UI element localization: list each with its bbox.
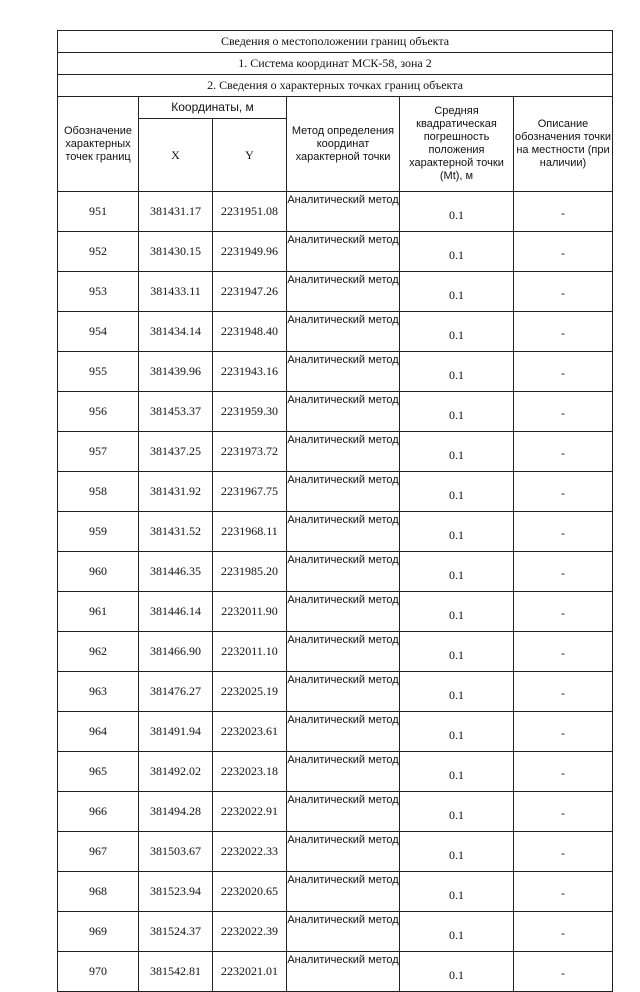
mt-cell: 0.1 xyxy=(400,392,514,432)
y-cell: 2232023.61 xyxy=(213,712,287,752)
x-cell: 381431.52 xyxy=(139,512,213,552)
y-cell: 2232022.39 xyxy=(213,912,287,952)
x-cell: 381524.37 xyxy=(139,912,213,952)
table-row xyxy=(58,472,613,512)
table-row xyxy=(58,952,613,992)
table-row xyxy=(58,752,613,792)
description-cell: - xyxy=(514,272,613,312)
point-cell: 957 xyxy=(58,432,139,472)
points-section-heading: 2. Сведения о характерных точках границ объекта xyxy=(58,75,613,97)
table-row xyxy=(58,912,613,952)
point-cell: 961 xyxy=(58,592,139,632)
table-body xyxy=(58,31,613,992)
mt-cell: 0.1 xyxy=(400,872,514,912)
mt-cell: 0.1 xyxy=(400,632,514,672)
header-y: Y xyxy=(213,119,287,192)
table-row xyxy=(58,312,613,352)
point-cell: 959 xyxy=(58,512,139,552)
x-cell: 381433.11 xyxy=(139,272,213,312)
description-cell: - xyxy=(514,472,613,512)
x-cell: 381492.02 xyxy=(139,752,213,792)
x-cell: 381523.94 xyxy=(139,872,213,912)
section2-row xyxy=(58,75,613,97)
y-cell: 2232023.18 xyxy=(213,752,287,792)
mt-cell: 0.1 xyxy=(400,792,514,832)
header-method: Метод определения координат характерной точки xyxy=(287,97,400,192)
table-row xyxy=(58,672,613,712)
y-cell: 2232025.19 xyxy=(213,672,287,712)
header-x: X xyxy=(139,119,213,192)
mt-cell: 0.1 xyxy=(400,832,514,872)
description-cell: - xyxy=(514,752,613,792)
mt-cell: 0.1 xyxy=(400,672,514,712)
method-cell: Аналитический метод xyxy=(287,232,400,272)
point-cell: 951 xyxy=(58,192,139,232)
table-row xyxy=(58,432,613,472)
y-cell: 2231973.72 xyxy=(213,432,287,472)
method-cell: Аналитический метод xyxy=(287,592,400,632)
method-cell: Аналитический метод xyxy=(287,912,400,952)
x-cell: 381466.90 xyxy=(139,632,213,672)
point-cell: 968 xyxy=(58,872,139,912)
x-cell: 381430.15 xyxy=(139,232,213,272)
table-row xyxy=(58,832,613,872)
point-cell: 953 xyxy=(58,272,139,312)
description-cell: - xyxy=(514,512,613,552)
mt-cell: 0.1 xyxy=(400,192,514,232)
x-cell: 381503.67 xyxy=(139,832,213,872)
mt-cell: 0.1 xyxy=(400,512,514,552)
y-cell: 2232021.01 xyxy=(213,952,287,992)
description-cell: - xyxy=(514,232,613,272)
x-cell: 381494.28 xyxy=(139,792,213,832)
description-cell: - xyxy=(514,712,613,752)
mt-cell: 0.1 xyxy=(400,712,514,752)
y-cell: 2232022.91 xyxy=(213,792,287,832)
table-row xyxy=(58,712,613,752)
mt-cell: 0.1 xyxy=(400,952,514,992)
x-cell: 381434.14 xyxy=(139,312,213,352)
method-cell: Аналитический метод xyxy=(287,472,400,512)
y-cell: 2231951.08 xyxy=(213,192,287,232)
coordinate-system-heading: 1. Система координат МСК-58, зона 2 xyxy=(58,53,613,75)
mt-cell: 0.1 xyxy=(400,272,514,312)
y-cell: 2232011.90 xyxy=(213,592,287,632)
method-cell: Аналитический метод xyxy=(287,792,400,832)
mt-cell: 0.1 xyxy=(400,752,514,792)
y-cell: 2231968.11 xyxy=(213,512,287,552)
table-row xyxy=(58,272,613,312)
method-cell: Аналитический метод xyxy=(287,872,400,912)
y-cell: 2231947.26 xyxy=(213,272,287,312)
table-row xyxy=(58,232,613,272)
table-row xyxy=(58,352,613,392)
header-row-1 xyxy=(58,97,613,119)
x-cell: 381431.17 xyxy=(139,192,213,232)
y-cell: 2232020.65 xyxy=(213,872,287,912)
x-cell: 381446.35 xyxy=(139,552,213,592)
description-cell: - xyxy=(514,392,613,432)
method-cell: Аналитический метод xyxy=(287,352,400,392)
point-cell: 964 xyxy=(58,712,139,752)
description-cell: - xyxy=(514,312,613,352)
y-cell: 2231985.20 xyxy=(213,552,287,592)
description-cell: - xyxy=(514,632,613,672)
method-cell: Аналитический метод xyxy=(287,832,400,872)
header-point: Обозначение характерных точек границ xyxy=(58,97,139,192)
description-cell: - xyxy=(514,952,613,992)
description-cell: - xyxy=(514,592,613,632)
description-cell: - xyxy=(514,552,613,592)
x-cell: 381476.27 xyxy=(139,672,213,712)
y-cell: 2231967.75 xyxy=(213,472,287,512)
point-cell: 970 xyxy=(58,952,139,992)
description-cell: - xyxy=(514,352,613,392)
mt-cell: 0.1 xyxy=(400,552,514,592)
x-cell: 381437.25 xyxy=(139,432,213,472)
y-cell: 2231948.40 xyxy=(213,312,287,352)
point-cell: 955 xyxy=(58,352,139,392)
y-cell: 2231943.16 xyxy=(213,352,287,392)
table-row xyxy=(58,792,613,832)
y-cell: 2231959.30 xyxy=(213,392,287,432)
table-row xyxy=(58,392,613,432)
table-row xyxy=(58,512,613,552)
boundary-points-table xyxy=(57,30,613,992)
point-cell: 960 xyxy=(58,552,139,592)
document-title: Сведения о местоположении границ объекта xyxy=(58,31,613,53)
mt-cell: 0.1 xyxy=(400,312,514,352)
description-cell: - xyxy=(514,912,613,952)
x-cell: 381446.14 xyxy=(139,592,213,632)
method-cell: Аналитический метод xyxy=(287,432,400,472)
method-cell: Аналитический метод xyxy=(287,192,400,232)
x-cell: 381542.81 xyxy=(139,952,213,992)
header-description: Описание обозначения точки на местности (при наличии) xyxy=(514,97,613,192)
description-cell: - xyxy=(514,432,613,472)
method-cell: Аналитический метод xyxy=(287,552,400,592)
description-cell: - xyxy=(514,832,613,872)
table-row xyxy=(58,872,613,912)
y-cell: 2231949.96 xyxy=(213,232,287,272)
method-cell: Аналитический метод xyxy=(287,632,400,672)
method-cell: Аналитический метод xyxy=(287,392,400,432)
description-cell: - xyxy=(514,872,613,912)
point-cell: 954 xyxy=(58,312,139,352)
mt-cell: 0.1 xyxy=(400,432,514,472)
header-coordinates: Координаты, м xyxy=(139,97,287,119)
description-cell: - xyxy=(514,192,613,232)
method-cell: Аналитический метод xyxy=(287,312,400,352)
mt-cell: 0.1 xyxy=(400,912,514,952)
method-cell: Аналитический метод xyxy=(287,752,400,792)
x-cell: 381439.96 xyxy=(139,352,213,392)
description-cell: - xyxy=(514,792,613,832)
point-cell: 958 xyxy=(58,472,139,512)
section1-row xyxy=(58,53,613,75)
table-row xyxy=(58,192,613,232)
method-cell: Аналитический метод xyxy=(287,712,400,752)
description-cell: - xyxy=(514,672,613,712)
y-cell: 2232022.33 xyxy=(213,832,287,872)
point-cell: 962 xyxy=(58,632,139,672)
table-row xyxy=(58,592,613,632)
mt-cell: 0.1 xyxy=(400,232,514,272)
title-row xyxy=(58,31,613,53)
x-cell: 381491.94 xyxy=(139,712,213,752)
table-row xyxy=(58,632,613,672)
x-cell: 381453.37 xyxy=(139,392,213,432)
point-cell: 963 xyxy=(58,672,139,712)
point-cell: 967 xyxy=(58,832,139,872)
table-row xyxy=(58,552,613,592)
x-cell: 381431.92 xyxy=(139,472,213,512)
method-cell: Аналитический метод xyxy=(287,672,400,712)
mt-cell: 0.1 xyxy=(400,472,514,512)
method-cell: Аналитический метод xyxy=(287,952,400,992)
y-cell: 2232011.10 xyxy=(213,632,287,672)
point-cell: 952 xyxy=(58,232,139,272)
mt-cell: 0.1 xyxy=(400,592,514,632)
point-cell: 956 xyxy=(58,392,139,432)
point-cell: 969 xyxy=(58,912,139,952)
mt-cell: 0.1 xyxy=(400,352,514,392)
method-cell: Аналитический метод xyxy=(287,512,400,552)
point-cell: 966 xyxy=(58,792,139,832)
header-error: Средняя квадратическая погрешность положения характерной точки (Mt), м xyxy=(400,97,514,192)
method-cell: Аналитический метод xyxy=(287,272,400,312)
point-cell: 965 xyxy=(58,752,139,792)
